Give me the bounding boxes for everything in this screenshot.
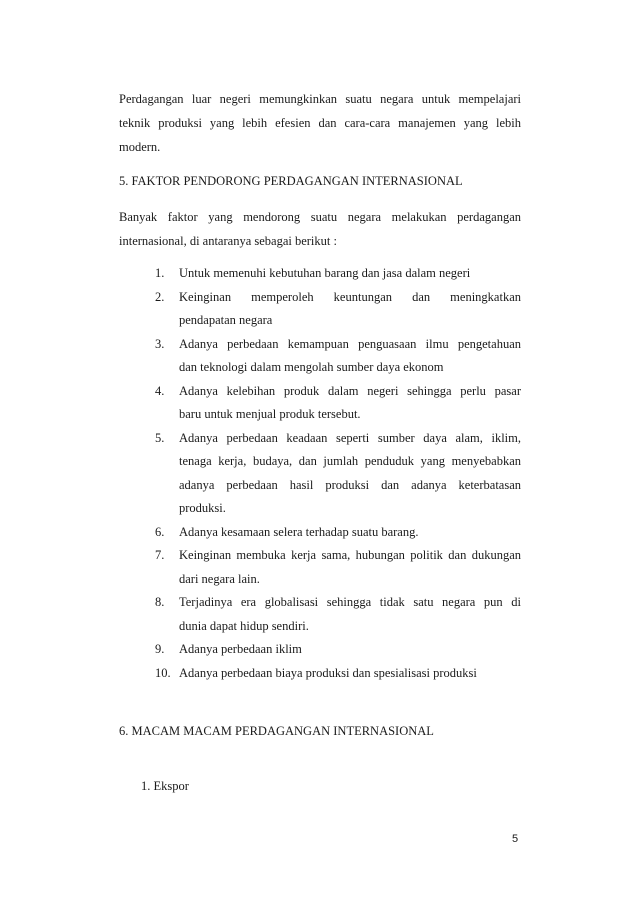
list-item-line: Adanya perbedaan kemampuan penguasaan ilmu pengetahuan (179, 336, 521, 351)
list-item-line: Terjadinya era globalisasi sehingga tidak satu negara pun di (179, 595, 521, 609)
list-item (155, 662, 521, 686)
list-item-line: tenaga kerja, budaya, dan jumlah penduduk yang menyebabkan (179, 454, 521, 468)
list-item (155, 380, 521, 427)
list-item-line: Adanya kesamaan selera terhadap suatu barang. (179, 524, 419, 539)
intro-line: Perdagangan luar negeri memungkinkan suatu negara untuk mempelajari (119, 92, 521, 106)
section-5-intro-line: internasional, di antaranya sebagai berikut : (119, 234, 337, 248)
list-item-number: 3. (155, 336, 165, 351)
list-item-line: Untuk memenuhi kebutuhan barang dan jasa dalam negeri (179, 266, 471, 280)
list-item-line: baru untuk menjual produk tersebut. (179, 407, 361, 421)
intro-line: modern. (119, 140, 161, 154)
section-5-intro-line: Banyak faktor yang mendorong suatu negara melakukan perdagangan (119, 210, 521, 224)
list-item-number: 6. (155, 524, 165, 539)
section-6-subitem: 1. Ekspor (141, 779, 189, 793)
list-item-number: 2. (155, 289, 165, 304)
list-item-number: 7. (155, 548, 165, 562)
list-item-number: 4. (155, 383, 165, 398)
list-item-line: dunia dapat hidup sendiri. (179, 618, 309, 633)
list-item-line: produksi. (179, 501, 226, 515)
intro-paragraph (119, 87, 521, 159)
list-item-line: Keinginan membuka kerja sama, hubungan politik dan dukungan (179, 548, 521, 562)
list-item-line: Adanya perbedaan biaya produksi dan spesialisasi produksi (179, 665, 477, 680)
list-item-line: Adanya perbedaan iklim (179, 642, 302, 656)
list-item-line: Adanya perbedaan keadaan seperti sumber daya alam, iklim, (179, 430, 521, 445)
list-item (155, 333, 521, 380)
list-item-number: 1. (155, 266, 165, 280)
intro-line: teknik produksi yang lebih efesien dan cara-cara manajemen yang lebih (119, 116, 521, 130)
list-item (155, 286, 521, 333)
list-item-line: pendapatan negara (179, 313, 273, 327)
factor-list (155, 262, 521, 685)
list-item (155, 591, 521, 638)
list-item (155, 638, 521, 662)
list-item (155, 427, 521, 521)
list-item-line: dan teknologi dalam mengolah sumber daya ekonom (179, 360, 444, 374)
list-item-number: 5. (155, 430, 165, 445)
list-item-number: 9. (155, 642, 165, 656)
section-6-heading: 6. MACAM MACAM PERDAGANGAN INTERNASIONAL (119, 724, 434, 738)
list-item-line: Adanya kelebihan produk dalam negeri sehingga perlu pasar (179, 383, 521, 398)
list-item-line: adanya perbedaan hasil produksi dan adanya keterbatasan (179, 477, 521, 492)
list-item-line: dari negara lain. (179, 571, 260, 586)
list-item-line: Keinginan memperoleh keuntungan dan meningkatkan (179, 289, 521, 304)
page-number: 5 (512, 833, 519, 845)
list-item-number: 8. (155, 595, 165, 609)
list-item (155, 521, 521, 545)
list-item-number: 10. (155, 665, 171, 680)
section-5-intro-paragraph (119, 205, 521, 253)
section-5-heading: 5. FAKTOR PENDORONG PERDAGANGAN INTERNASIONAL (119, 174, 463, 188)
list-item (155, 262, 521, 286)
list-item (155, 544, 521, 591)
